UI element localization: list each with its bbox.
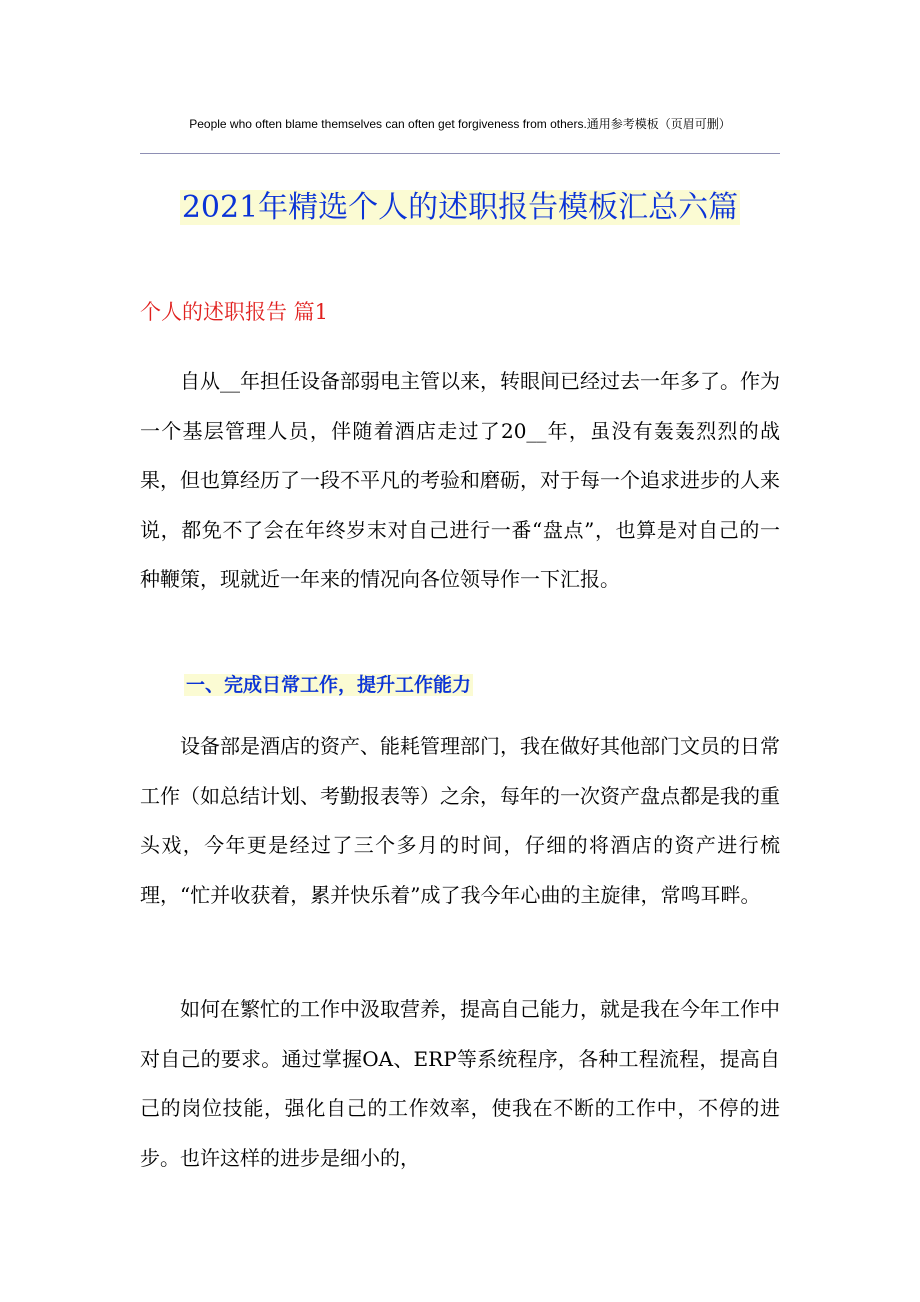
subheading-1 xyxy=(184,669,473,701)
document-title-text: 2021年精选个人的述职报告模板汇总六篇 xyxy=(181,190,739,225)
section-title: 个人的述职报告 篇1 xyxy=(140,300,329,324)
body-paragraph-2: 设备部是酒店的资产、能耗管理部门，我在做好其他部门文员的日常工作（如总结计划、考勤报表等）之余，每年的一次资产盘点都是我的重头戏，今年更是经过了三个多月的时间，仔细的将酒店的资产进行梳理，“忙并收获着，累并快乐着”成了我今年心曲的主旋律，常鸣耳畔。 xyxy=(140,734,780,907)
body-paragraph-1: 自从__年担任设备部弱电主管以来，转眼间已经过去一年多了。作为一个基层管理人员，伴随着酒店走过了20__年，虽没有轰轰烈烈的战果，但也算经历了一段不平凡的考验和磨砺，对于每一个追求进步的人来说，都免不了会在年终岁末对自己进行一番“盘点”，也算是对自己的一种鞭策，现就近一年来的情况向各位领导作一下汇报。 xyxy=(140,369,780,591)
document-title xyxy=(140,186,780,230)
subheading-1-text: 一、完成日常工作，提升工作能力 xyxy=(186,674,472,696)
page-header-note: People who often blame themselves can often get forgiveness from others.通用参考模板（页眉可删） xyxy=(189,117,731,131)
body-paragraph-3: 如何在繁忙的工作中汲取营养，提高自己能力，就是我在今年工作中对自己的要求。通过掌握OA、ERP等系统程序，各种工程流程，提高自己的岗位技能，强化自己的工作效率，使我在不断的工作中，不停的进步。也许这样的进步是细小的， xyxy=(140,997,780,1170)
header-divider xyxy=(140,153,780,154)
